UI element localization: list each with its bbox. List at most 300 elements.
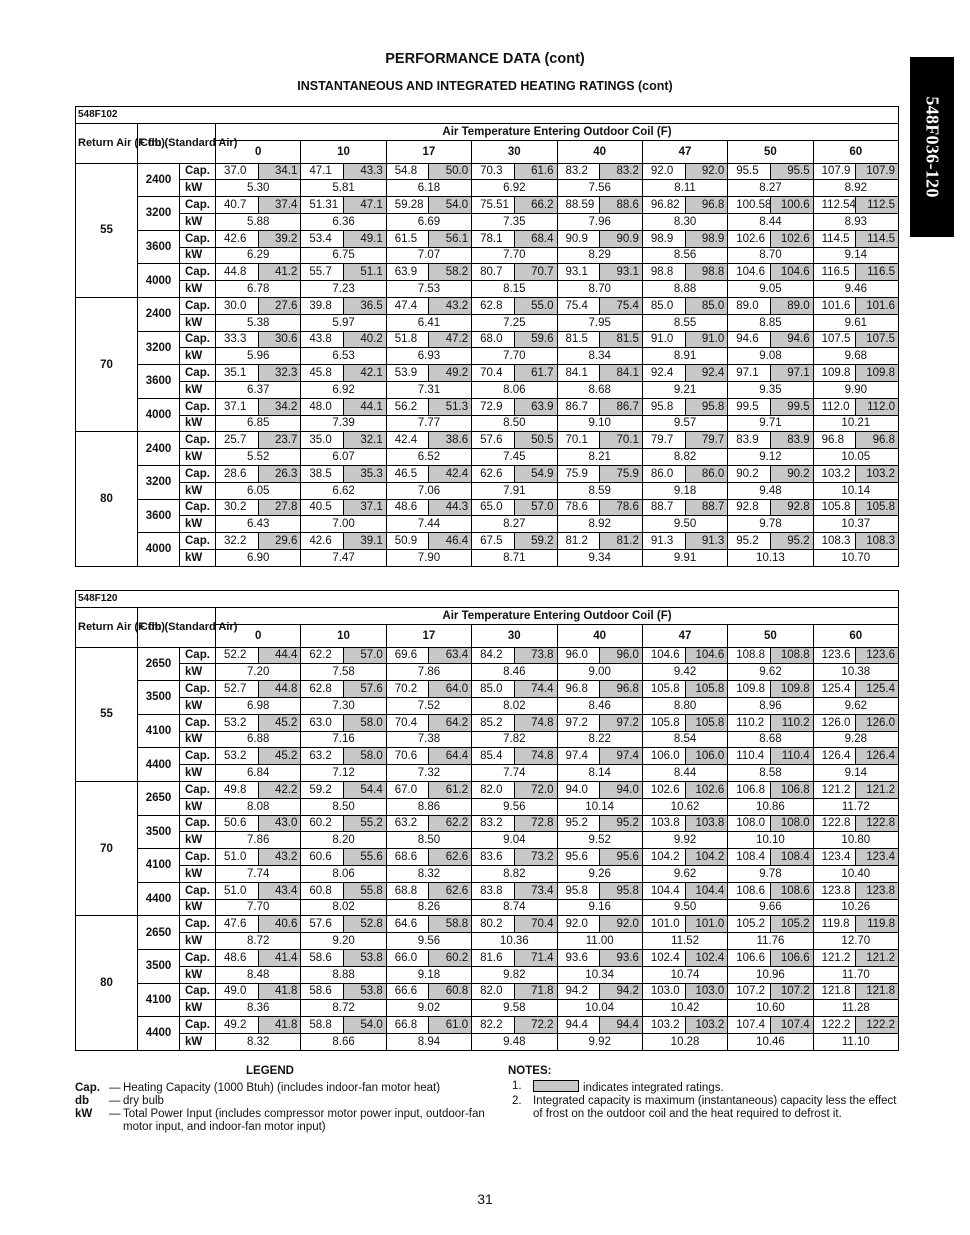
temp-header: 47	[642, 140, 727, 163]
cap-label: Cap.	[180, 748, 216, 765]
table-row	[76, 798, 899, 815]
cap-label: Cap.	[180, 533, 216, 550]
instantaneous-capacity: 52.7	[216, 681, 259, 698]
kw-label: kW	[180, 832, 216, 849]
instantaneous-capacity: 110.4	[728, 748, 771, 765]
instantaneous-capacity: 95.2	[557, 815, 600, 832]
kw-value: 8.70	[557, 281, 642, 298]
integrated-capacity: 61.6	[514, 163, 557, 180]
integrated-capacity: 121.8	[856, 983, 899, 1000]
integrated-capacity: 121.2	[856, 781, 899, 798]
integrated-capacity: 51.1	[344, 264, 387, 281]
table-row	[76, 449, 899, 466]
integrated-capacity: 61.0	[429, 1017, 472, 1034]
kw-value: 7.47	[301, 549, 386, 566]
integrated-capacity: 100.6	[770, 197, 813, 214]
integrated-capacity: 42.2	[258, 781, 301, 798]
integrated-capacity: 59.6	[514, 331, 557, 348]
instantaneous-capacity: 92.0	[642, 163, 685, 180]
integrated-capacity: 107.9	[856, 163, 899, 180]
kw-value: 8.02	[301, 899, 386, 916]
integrated-capacity: 105.2	[770, 916, 813, 933]
integrated-capacity: 55.0	[514, 297, 557, 314]
kw-value: 8.82	[472, 865, 557, 882]
note-number: 2.	[512, 1095, 522, 1107]
cfm-value: 3600	[138, 230, 180, 264]
kw-value: 7.31	[386, 381, 471, 398]
kw-value: 9.92	[557, 1033, 642, 1050]
integrated-capacity: 108.8	[770, 647, 813, 664]
integrated-capacity: 95.2	[600, 815, 643, 832]
kw-value: 9.14	[813, 247, 898, 264]
cap-label: Cap.	[180, 465, 216, 482]
instantaneous-capacity: 86.0	[642, 465, 685, 482]
integrated-capacity: 78.6	[600, 499, 643, 516]
instantaneous-capacity: 82.0	[472, 781, 515, 798]
instantaneous-capacity: 66.0	[386, 949, 429, 966]
integrated-capacity: 108.6	[770, 882, 813, 899]
integrated-capacity: 73.4	[514, 882, 557, 899]
table-row	[76, 533, 899, 550]
instantaneous-capacity: 102.4	[642, 949, 685, 966]
kw-value: 9.04	[472, 832, 557, 849]
table-row	[76, 899, 899, 916]
instantaneous-capacity: 39.8	[301, 297, 344, 314]
integrated-capacity: 93.6	[600, 949, 643, 966]
kw-value: 9.48	[472, 1033, 557, 1050]
instantaneous-capacity: 123.8	[813, 882, 856, 899]
temp-header: 10	[301, 624, 386, 647]
cfm-value: 2650	[138, 647, 180, 681]
integrated-capacity: 37.4	[258, 197, 301, 214]
kw-value: 7.45	[472, 449, 557, 466]
table-row	[76, 281, 899, 298]
instantaneous-capacity: 104.2	[642, 849, 685, 866]
instantaneous-capacity: 58.6	[301, 949, 344, 966]
integrated-capacity: 102.4	[685, 949, 728, 966]
instantaneous-capacity: 96.8	[557, 681, 600, 698]
integrated-capacity: 104.6	[770, 264, 813, 281]
instantaneous-capacity: 83.2	[557, 163, 600, 180]
kw-value: 8.59	[557, 482, 642, 499]
instantaneous-capacity: 40.5	[301, 499, 344, 516]
integrated-capacity: 41.2	[258, 264, 301, 281]
integrated-capacity: 99.5	[770, 398, 813, 415]
integrated-capacity: 42.1	[344, 365, 387, 382]
table-row	[76, 398, 899, 415]
integrated-capacity: 56.1	[429, 230, 472, 247]
cap-label: Cap.	[180, 398, 216, 415]
kw-value: 8.50	[386, 832, 471, 849]
cfm-value: 2400	[138, 297, 180, 331]
kw-value: 9.00	[557, 664, 642, 681]
kw-value: 6.05	[216, 482, 301, 499]
legend-dash: —	[109, 1082, 121, 1094]
integrated-capacity: 107.5	[856, 331, 899, 348]
integrated-capacity: 39.2	[258, 230, 301, 247]
integrated-capacity: 70.4	[514, 916, 557, 933]
kw-value: 8.14	[557, 765, 642, 782]
kw-value: 12.70	[813, 933, 898, 950]
instantaneous-capacity: 86.7	[557, 398, 600, 415]
integrated-capacity: 107.4	[770, 1017, 813, 1034]
integrated-capacity: 86.0	[685, 465, 728, 482]
table-row	[76, 781, 899, 798]
instantaneous-capacity: 125.4	[813, 681, 856, 698]
instantaneous-capacity: 82.2	[472, 1017, 515, 1034]
kw-value: 9.28	[813, 731, 898, 748]
instantaneous-capacity: 102.6	[642, 781, 685, 798]
cap-label: Cap.	[180, 499, 216, 516]
instantaneous-capacity: 83.9	[728, 432, 771, 449]
integrated-capacity: 43.2	[258, 849, 301, 866]
instantaneous-capacity: 103.8	[642, 815, 685, 832]
temp-header: 10	[301, 140, 386, 163]
instantaneous-capacity: 107.9	[813, 163, 856, 180]
kw-value: 8.32	[216, 1033, 301, 1050]
table-row	[76, 815, 899, 832]
note-item	[506, 1080, 901, 1095]
integrated-capacity: 71.8	[514, 983, 557, 1000]
cfm-header: Cfm (Standard Air)	[138, 607, 216, 647]
instantaneous-capacity: 62.8	[472, 297, 515, 314]
kw-value: 6.84	[216, 765, 301, 782]
kw-value: 7.70	[216, 899, 301, 916]
kw-value: 8.92	[813, 180, 898, 197]
integrated-capacity: 83.2	[600, 163, 643, 180]
kw-value: 11.76	[728, 933, 813, 950]
kw-value: 9.14	[813, 765, 898, 782]
instantaneous-capacity: 108.3	[813, 533, 856, 550]
kw-value: 9.21	[642, 381, 727, 398]
instantaneous-capacity: 85.0	[642, 297, 685, 314]
kw-value: 7.25	[472, 314, 557, 331]
cap-label: Cap.	[180, 1017, 216, 1034]
instantaneous-capacity: 96.82	[642, 197, 685, 214]
instantaneous-capacity: 32.2	[216, 533, 259, 550]
kw-value: 6.37	[216, 381, 301, 398]
table-row	[76, 264, 899, 281]
instantaneous-capacity: 48.6	[216, 949, 259, 966]
note-text: Integrated capacity is maximum (instantaneous) capacity less the effect of frost on the outdoor coil and the heat required to defrost it.	[533, 1095, 897, 1120]
model-label: 548F102	[76, 107, 899, 124]
integrated-capacity: 74.8	[514, 714, 557, 731]
instantaneous-capacity: 80.7	[472, 264, 515, 281]
return-air-value: 70	[76, 781, 138, 915]
instantaneous-capacity: 78.6	[557, 499, 600, 516]
instantaneous-capacity: 70.4	[472, 365, 515, 382]
integrated-capacity: 123.8	[856, 882, 899, 899]
integrated-capacity: 123.4	[856, 849, 899, 866]
integrated-capacity: 98.8	[685, 264, 728, 281]
instantaneous-capacity: 106.6	[728, 949, 771, 966]
kw-label: kW	[180, 1033, 216, 1050]
instantaneous-capacity: 67.5	[472, 533, 515, 550]
integrated-capacity: 106.8	[770, 781, 813, 798]
kw-value: 9.57	[642, 415, 727, 432]
kw-value: 9.12	[728, 449, 813, 466]
instantaneous-capacity: 94.0	[557, 781, 600, 798]
kw-value: 6.75	[301, 247, 386, 264]
integrated-capacity: 105.8	[685, 681, 728, 698]
kw-value: 10.21	[813, 415, 898, 432]
kw-value: 9.71	[728, 415, 813, 432]
integrated-capacity: 108.3	[856, 533, 899, 550]
kw-value: 9.35	[728, 381, 813, 398]
integrated-capacity: 79.7	[685, 432, 728, 449]
kw-value: 6.88	[216, 731, 301, 748]
kw-value: 8.27	[472, 516, 557, 533]
legend-desc: Heating Capacity (1000 Btuh) (includes indoor-fan motor heat)	[123, 1082, 441, 1094]
instantaneous-capacity: 100.58	[728, 197, 771, 214]
table-row	[76, 832, 899, 849]
table-row	[76, 882, 899, 899]
instantaneous-capacity: 60.6	[301, 849, 344, 866]
temp-header: 40	[557, 140, 642, 163]
kw-value: 7.44	[386, 516, 471, 533]
instantaneous-capacity: 53.2	[216, 714, 259, 731]
instantaneous-capacity: 50.9	[386, 533, 429, 550]
integrated-capacity: 96.8	[856, 432, 899, 449]
kw-value: 10.60	[728, 1000, 813, 1017]
integrated-capacity: 95.8	[685, 398, 728, 415]
kw-value: 8.86	[386, 798, 471, 815]
integrated-capacity: 90.9	[600, 230, 643, 247]
table-row	[76, 664, 899, 681]
table-row	[76, 865, 899, 882]
table-row	[76, 1017, 899, 1034]
table-row	[76, 516, 899, 533]
table-548f120	[75, 590, 899, 1051]
instantaneous-capacity: 92.4	[642, 365, 685, 382]
cfm-value: 2400	[138, 163, 180, 197]
integrated-capacity: 41.4	[258, 949, 301, 966]
table-row	[76, 748, 899, 765]
kw-value: 7.56	[557, 180, 642, 197]
kw-value: 7.52	[386, 697, 471, 714]
kw-value: 8.32	[386, 865, 471, 882]
integrated-capacity: 50.0	[429, 163, 472, 180]
instantaneous-capacity: 103.2	[642, 1017, 685, 1034]
integrated-capacity: 105.8	[685, 714, 728, 731]
cfm-value: 4400	[138, 748, 180, 782]
instantaneous-capacity: 59.2	[301, 781, 344, 798]
instantaneous-capacity: 121.2	[813, 781, 856, 798]
instantaneous-capacity: 107.5	[813, 331, 856, 348]
kw-value: 9.18	[642, 482, 727, 499]
kw-value: 9.68	[813, 348, 898, 365]
kw-value: 8.96	[728, 697, 813, 714]
kw-value: 8.34	[557, 348, 642, 365]
kw-value: 6.92	[301, 381, 386, 398]
integrated-capacity: 43.2	[429, 297, 472, 314]
instantaneous-capacity: 95.8	[642, 398, 685, 415]
integrated-capacity: 43.4	[258, 882, 301, 899]
cap-label: Cap.	[180, 230, 216, 247]
instantaneous-capacity: 50.6	[216, 815, 259, 832]
kw-value: 10.13	[728, 549, 813, 566]
instantaneous-capacity: 103.0	[642, 983, 685, 1000]
return-air-value: 55	[76, 647, 138, 781]
instantaneous-capacity: 53.9	[386, 365, 429, 382]
integrated-capacity: 47.2	[429, 331, 472, 348]
kw-value: 6.62	[301, 482, 386, 499]
integrated-capacity: 108.0	[770, 815, 813, 832]
temp-header: 47	[642, 624, 727, 647]
integrated-capacity: 60.8	[429, 983, 472, 1000]
kw-value: 7.00	[301, 516, 386, 533]
kw-value: 10.80	[813, 832, 898, 849]
instantaneous-capacity: 108.8	[728, 647, 771, 664]
kw-label: kW	[180, 798, 216, 815]
kw-value: 6.85	[216, 415, 301, 432]
integrated-capacity: 36.5	[344, 297, 387, 314]
kw-value: 9.56	[472, 798, 557, 815]
cfm-value: 4000	[138, 533, 180, 567]
kw-value: 10.34	[557, 966, 642, 983]
kw-value: 11.52	[642, 933, 727, 950]
kw-value: 8.02	[472, 697, 557, 714]
instantaneous-capacity: 108.6	[728, 882, 771, 899]
instantaneous-capacity: 37.1	[216, 398, 259, 415]
kw-value: 11.00	[557, 933, 642, 950]
cap-label: Cap.	[180, 916, 216, 933]
table-row	[76, 1033, 899, 1050]
temp-header: 17	[386, 140, 471, 163]
kw-value: 10.96	[728, 966, 813, 983]
cfm-value: 3200	[138, 197, 180, 231]
instantaneous-capacity: 70.2	[386, 681, 429, 698]
instantaneous-capacity: 90.2	[728, 465, 771, 482]
integrated-capacity: 106.0	[685, 748, 728, 765]
kw-value: 10.70	[813, 549, 898, 566]
kw-value: 8.58	[728, 765, 813, 782]
kw-value: 9.34	[557, 549, 642, 566]
kw-value: 10.14	[557, 798, 642, 815]
header-row	[76, 123, 899, 140]
kw-label: kW	[180, 213, 216, 230]
table-row	[76, 966, 899, 983]
integrated-swatch	[533, 1080, 579, 1092]
integrated-capacity: 55.6	[344, 849, 387, 866]
kw-value: 9.48	[728, 482, 813, 499]
instantaneous-capacity: 106.0	[642, 748, 685, 765]
instantaneous-capacity: 30.2	[216, 499, 259, 516]
integrated-capacity: 74.8	[514, 748, 557, 765]
note-number: 1.	[512, 1080, 522, 1092]
legend-abbr: kW	[75, 1108, 93, 1120]
integrated-capacity: 92.8	[770, 499, 813, 516]
page-subtitle: INSTANTANEOUS AND INTEGRATED HEATING RATINGS (cont)	[297, 79, 673, 93]
instantaneous-capacity: 105.8	[642, 681, 685, 698]
kw-value: 5.52	[216, 449, 301, 466]
integrated-capacity: 122.8	[856, 815, 899, 832]
kw-value: 6.98	[216, 697, 301, 714]
table-row	[76, 499, 899, 516]
integrated-capacity: 27.6	[258, 297, 301, 314]
notes	[506, 1065, 901, 1121]
integrated-capacity: 55.8	[344, 882, 387, 899]
kw-value: 10.38	[813, 664, 898, 681]
instantaneous-capacity: 49.0	[216, 983, 259, 1000]
instantaneous-capacity: 84.1	[557, 365, 600, 382]
instantaneous-capacity: 55.7	[301, 264, 344, 281]
integrated-capacity: 34.1	[258, 163, 301, 180]
integrated-capacity: 41.8	[258, 1017, 301, 1034]
kw-value: 10.28	[642, 1033, 727, 1050]
instantaneous-capacity: 88.7	[642, 499, 685, 516]
kw-value: 8.94	[386, 1033, 471, 1050]
integrated-capacity: 52.8	[344, 916, 387, 933]
integrated-capacity: 61.7	[514, 365, 557, 382]
cap-label: Cap.	[180, 949, 216, 966]
table-row	[76, 197, 899, 214]
integrated-capacity: 32.3	[258, 365, 301, 382]
cap-label: Cap.	[180, 647, 216, 664]
kw-value: 9.46	[813, 281, 898, 298]
integrated-capacity: 126.4	[856, 748, 899, 765]
instantaneous-capacity: 93.6	[557, 949, 600, 966]
instantaneous-capacity: 81.6	[472, 949, 515, 966]
kw-label: kW	[180, 482, 216, 499]
kw-value: 7.86	[216, 832, 301, 849]
integrated-capacity: 98.9	[685, 230, 728, 247]
kw-label: kW	[180, 664, 216, 681]
integrated-capacity: 49.2	[429, 365, 472, 382]
cfm-value: 3500	[138, 949, 180, 983]
kw-value: 10.42	[642, 1000, 727, 1017]
kw-value: 7.23	[301, 281, 386, 298]
instantaneous-capacity: 47.6	[216, 916, 259, 933]
integrated-capacity: 106.6	[770, 949, 813, 966]
kw-value: 10.40	[813, 865, 898, 882]
kw-value: 9.62	[813, 697, 898, 714]
performance-table	[75, 590, 899, 1051]
integrated-capacity: 37.1	[344, 499, 387, 516]
cfm-value: 2650	[138, 916, 180, 950]
integrated-capacity: 43.3	[344, 163, 387, 180]
integrated-capacity: 75.9	[600, 465, 643, 482]
instantaneous-capacity: 110.2	[728, 714, 771, 731]
kw-value: 7.38	[386, 731, 471, 748]
integrated-capacity: 104.4	[685, 882, 728, 899]
integrated-capacity: 32.1	[344, 432, 387, 449]
instantaneous-capacity: 95.5	[728, 163, 771, 180]
kw-value: 7.20	[216, 664, 301, 681]
kw-value: 7.06	[386, 482, 471, 499]
page-number: 31	[477, 1191, 493, 1207]
kw-value: 8.66	[301, 1033, 386, 1050]
instantaneous-capacity: 116.5	[813, 264, 856, 281]
integrated-capacity: 94.2	[600, 983, 643, 1000]
legend	[75, 1065, 505, 1134]
instantaneous-capacity: 49.8	[216, 781, 259, 798]
kw-value: 8.88	[301, 966, 386, 983]
kw-value: 8.74	[472, 899, 557, 916]
kw-value: 7.96	[557, 213, 642, 230]
instantaneous-capacity: 60.2	[301, 815, 344, 832]
instantaneous-capacity: 62.6	[472, 465, 515, 482]
kw-value: 8.22	[557, 731, 642, 748]
kw-value: 7.58	[301, 664, 386, 681]
instantaneous-capacity: 66.8	[386, 1017, 429, 1034]
instantaneous-capacity: 28.6	[216, 465, 259, 482]
instantaneous-capacity: 104.4	[642, 882, 685, 899]
instantaneous-capacity: 81.5	[557, 331, 600, 348]
integrated-capacity: 95.8	[600, 882, 643, 899]
integrated-capacity: 62.6	[429, 849, 472, 866]
kw-value: 8.50	[301, 798, 386, 815]
